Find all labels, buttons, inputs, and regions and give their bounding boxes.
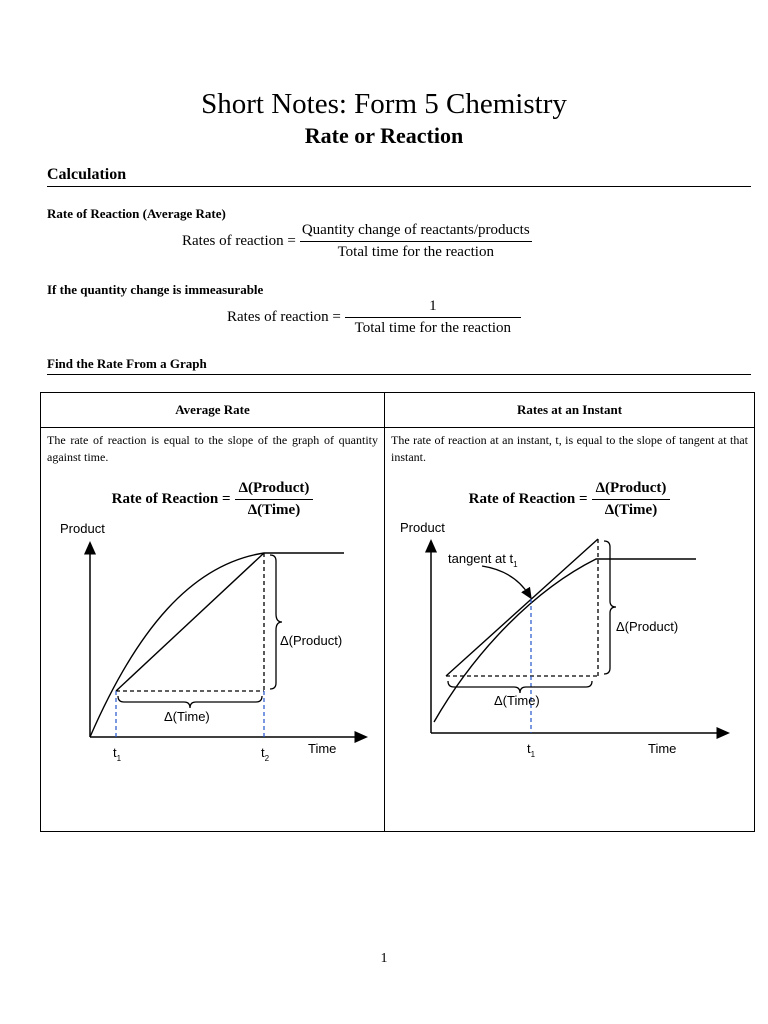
x-axis-label: Time bbox=[308, 741, 337, 756]
formula-fraction bbox=[300, 222, 532, 261]
formula-fraction bbox=[592, 480, 671, 519]
t1-label: $t_1$ bbox=[527, 741, 536, 759]
t2-label: $t_2$ bbox=[261, 745, 270, 763]
formula-denominator: Total time for the reaction bbox=[354, 320, 512, 336]
average-rate-formula bbox=[42, 480, 383, 519]
secant-line bbox=[116, 553, 264, 691]
page-number: 1 bbox=[380, 951, 388, 966]
formula-denominator: Δ(Time) bbox=[604, 502, 658, 518]
rate-comparison-table bbox=[40, 392, 755, 832]
time-brace bbox=[448, 681, 592, 693]
formula-fraction bbox=[345, 298, 521, 337]
time-brace bbox=[118, 696, 262, 708]
page-title: Short Notes: Form 5 Chemistry bbox=[201, 88, 567, 120]
instant-rate-graph bbox=[386, 519, 752, 777]
formula-lhs: Rate of Reaction = bbox=[111, 491, 231, 507]
average-rate-cell bbox=[41, 428, 385, 832]
instant-rate-cell bbox=[385, 428, 755, 832]
y-axis-label: Product bbox=[400, 520, 445, 535]
product-brace bbox=[270, 555, 282, 689]
column-header-average-rate: Average Rate bbox=[41, 393, 385, 428]
formula-average-rate bbox=[182, 222, 532, 261]
immeasurable-label: If the quantity change is immeasurable bbox=[47, 282, 264, 297]
product-curve bbox=[434, 559, 696, 722]
formula-immeasurable bbox=[227, 298, 521, 337]
delta-product-label: Δ(Product) bbox=[280, 633, 343, 648]
t1-label: $t_1$ bbox=[113, 745, 122, 763]
formula-numerator: Quantity change of reactants/products bbox=[300, 222, 532, 242]
formula-denominator: Δ(Time) bbox=[247, 502, 301, 518]
formula-numerator: Δ(Product) bbox=[592, 480, 671, 500]
formula-fraction bbox=[235, 480, 314, 519]
delta-time-label: Δ(Time) bbox=[164, 709, 210, 724]
column-header-instant-rate: Rates at an Instant bbox=[385, 393, 755, 428]
average-rate-label: Rate of Reaction (Average Rate) bbox=[47, 206, 226, 221]
formula-denominator: Total time for the reaction bbox=[337, 244, 494, 260]
delta-time-label: Δ(Time) bbox=[494, 693, 540, 708]
tangent-pointer-arrow bbox=[482, 566, 529, 595]
tangent-label: tangent at $t_1$ bbox=[448, 551, 518, 569]
formula-numerator: 1 bbox=[345, 298, 521, 318]
formula-lhs: Rates of reaction = bbox=[227, 309, 341, 325]
formula-numerator: Δ(Product) bbox=[235, 480, 314, 500]
average-rate-graph bbox=[42, 519, 382, 777]
x-axis-label: Time bbox=[648, 741, 677, 756]
average-rate-description: The rate of reaction is equal to the slope of the graph of quantity against time. bbox=[47, 433, 378, 464]
table-body-row bbox=[41, 428, 755, 832]
product-brace bbox=[604, 541, 616, 674]
formula-lhs: Rates of reaction = bbox=[182, 233, 296, 249]
y-axis-label: Product bbox=[60, 521, 105, 536]
delta-product-label: Δ(Product) bbox=[616, 619, 679, 634]
graph-section-heading: Find the Rate From a Graph bbox=[47, 356, 751, 375]
instant-rate-description: The rate of reaction at an instant, t, is equal to the slope of tangent at that instant. bbox=[391, 433, 748, 464]
page-subtitle: Rate or Reaction bbox=[304, 123, 464, 148]
instant-rate-formula bbox=[386, 480, 753, 519]
table-header-row bbox=[41, 393, 755, 428]
formula-lhs: Rate of Reaction = bbox=[468, 491, 588, 507]
calculation-heading: Calculation bbox=[47, 166, 751, 187]
